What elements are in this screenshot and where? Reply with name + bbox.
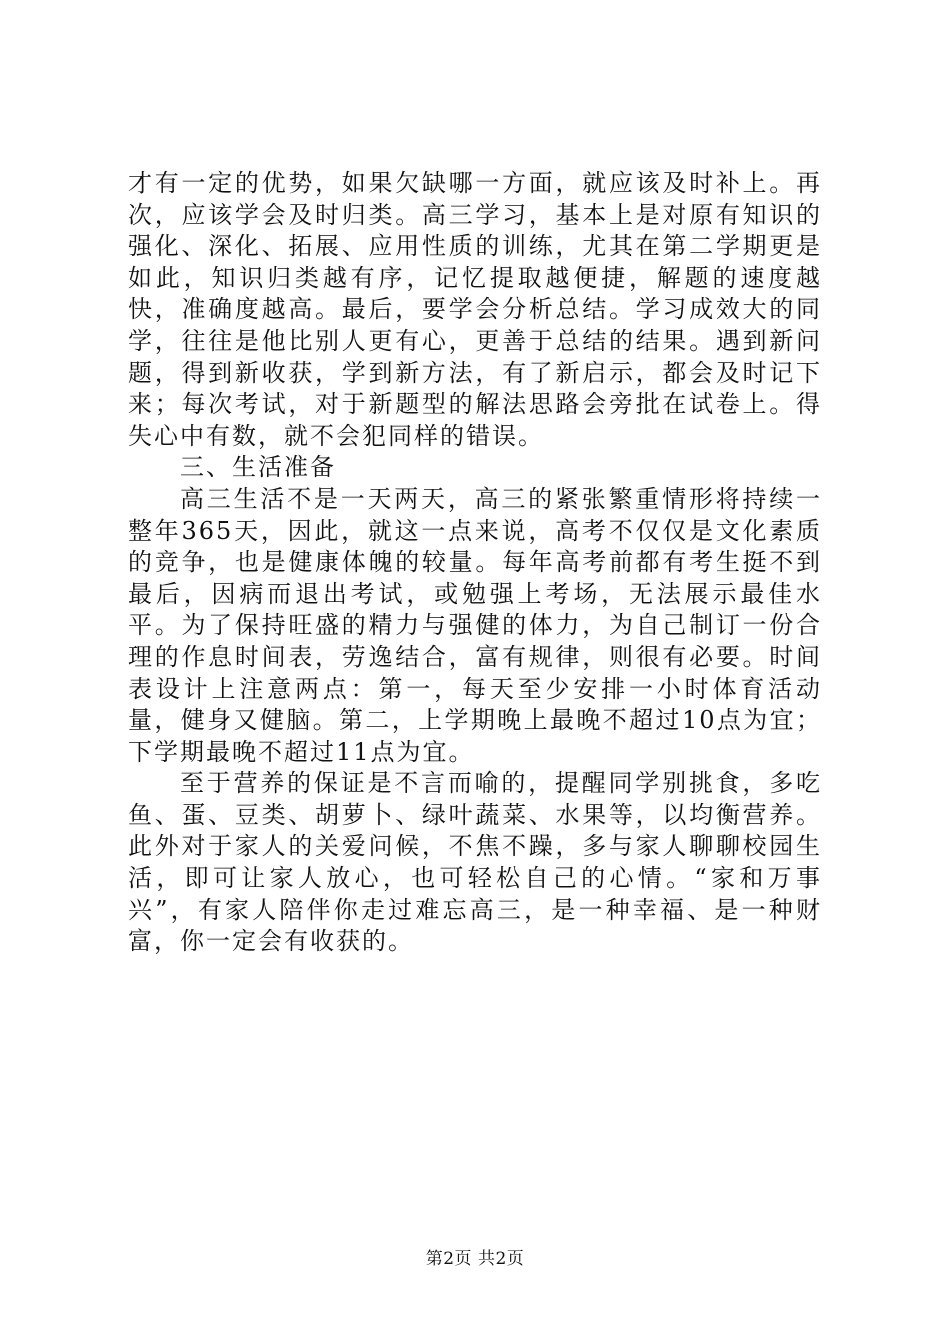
section-heading-life-preparation: 三、生活准备 xyxy=(180,453,336,482)
paragraph-nutrition-family: 至于营养的保证是不言而喻的，提醒同学别挑食，多吃鱼、蛋、豆类、胡萝卜、绿叶蔬菜、水果等，以均衡营养。此外对于家人的关爱问候，不焦不躁，多与家人聊聊校园生活，即可让家人放心，也可轻松自己的心情。“家和万事兴”，有家人陪伴你走过难忘高三，是一种幸福、是一种财富，你一定会有收获的。 xyxy=(128,769,822,956)
paragraph-study-summary: 才有一定的优势，如果欠缺哪一方面，就应该及时补上。再次，应该学会及时归类。高三学习，基本上是对原有知识的强化、深化、拓展、应用性质的训练，尤其在第二学期更是如此，知识归类越有序，记忆提取越便捷，解题的速度越快，准确度越高。最后，要学会分析总结。学习成效大的同学，往往是他比别人更有心，更善于总结的结果。遇到新问题，得到新收获，学到新方法，有了新启示，都会及时记下来；每次考试，对于新题型的解法思路会旁批在试卷上。得失心中有数，就不会犯同样的错误。 xyxy=(128,169,822,450)
page-number-footer: 第2页 共2页 xyxy=(425,1249,525,1269)
document-body xyxy=(128,168,822,958)
paragraph-schedule: 高三生活不是一天两天，高三的紧张繁重情形将持续一整年365天，因此，就这一点来说，高考不仅仅是文化素质的竞争，也是健康体魄的较量。每年高考前都有考生挺不到最后，因病而退出考试，或勉强上考场，无法展示最佳水平。为了保持旺盛的精力与强健的体力，为自己制订一份合理的作息时间表，劳逸结合，富有规律，则很有必要。时间表设计上注意两点：第一，每天至少安排一小时体育活动量，健身又健脑。第二，上学期晚上最晚不超过10点为宜；下学期最晚不超过11点为宜。 xyxy=(128,484,822,766)
